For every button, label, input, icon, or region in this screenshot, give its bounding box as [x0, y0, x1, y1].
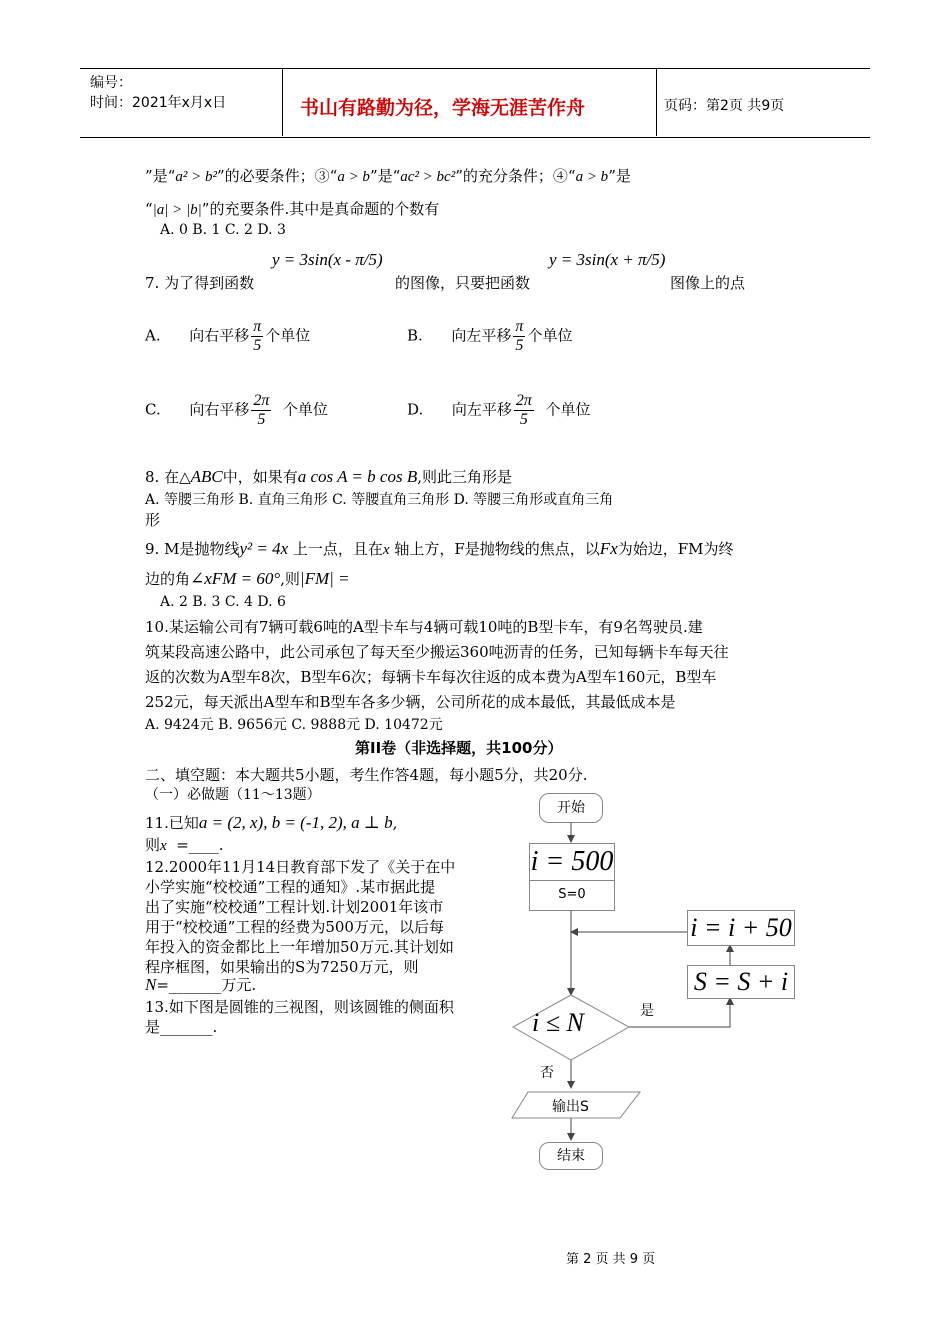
part2-title: 第II卷（非选择题，共100分）: [355, 739, 563, 757]
q8-options: A. 等腰三角形 B. 直角三角形 C. 等腰直角三角形 D. 等腰三角形或直角三角: [145, 492, 614, 508]
q10-options: A. 9424元 B. 9656元 C. 9888元 D. 10472元: [145, 717, 443, 733]
q12-line3: 出了实施“校校通”工程计划.计划2001年该市: [145, 898, 444, 916]
q6-line1: ”是“a² > b²”的必要条件；③“a > b”是“ac² > bc²”的充分条件；④“a > b”是: [145, 167, 631, 185]
q11-line1: 11.已知a = (2, x), b = (-1, 2), a ⊥ b,: [145, 813, 398, 832]
fill-intro: 二、填空题：本大题共5小题，考生作答4题，每小题5分，共20分.: [145, 766, 588, 784]
q10-line3: 返的次数为A型车8次，B型车6次；每辆卡车每次往返的成本费为A型车160元，B型车: [145, 668, 717, 686]
motto: 书山有路勤为径，学海无涯苦作舟: [300, 97, 586, 119]
q6-line2: “|a| > |b|”的充要条件.其中是真命题的个数有: [145, 200, 440, 218]
flow-yes: 是: [640, 1003, 654, 1019]
q9-line1: 9. M是抛物线y² = 4x 上一点，且在x 轴上方，F是抛物线的焦点，以Fx为始边，FM为终: [145, 539, 734, 558]
q8-options-wrap: 形: [145, 511, 161, 529]
flow-update-s: S = S + i: [687, 965, 795, 999]
q12-line6: 程序框图，如果输出的S为7250万元，则: [145, 958, 419, 976]
flow-init-box: [529, 843, 615, 911]
footer-page: 第 2 页 共 9 页: [566, 1252, 656, 1267]
q7-stem-b: 的图像，只要把函数: [395, 274, 531, 292]
q7-func2: y = 3sin(x + π/5): [549, 250, 666, 269]
flow-start: 开始: [539, 793, 603, 823]
q7-option-a: A. 向右平移 $\frac{\pi}{5}$ 个单位: [145, 318, 311, 354]
q13-line2: 是_______.: [145, 1018, 218, 1036]
q6-options: A. 0 B. 1 C. 2 D. 3: [160, 222, 286, 238]
required-section: （一）必做题（11～13题）: [145, 787, 321, 803]
flow-no: 否: [540, 1065, 554, 1081]
q12-line2: 小学实施“校校通”工程的通知》.某市据此提: [145, 878, 436, 896]
q11-line2: 则x =____.: [145, 836, 224, 854]
flow-end: 结束: [539, 1142, 603, 1170]
page-label: 页码：第2页 共9页: [664, 98, 785, 114]
q13-line1: 13.如下图是圆锥的三视图，则该圆锥的侧面积: [145, 998, 454, 1016]
serial-label: 编号：: [90, 75, 132, 91]
date-label: 时间：2021年x月x日: [90, 95, 227, 111]
q7-func1: y = 3sin(x - π/5): [272, 250, 383, 269]
q12-line4: 用于“校校通”工程的经费为500万元，以后每: [145, 918, 444, 936]
q12-line1: 12.2000年11月14日教育部下发了《关于在中: [145, 858, 456, 876]
flow-update-i: i = i + 50: [687, 910, 795, 946]
q8-stem: 8. 在△ABC中，如果有a cos A = b cos B,则此三角形是: [145, 467, 512, 486]
q10-line2: 筑某段高速公路中，此公司承包了每天至少搬运360吨沥青的任务，已知每辆卡车每天往: [145, 643, 729, 661]
flow-init-s: S=0: [530, 880, 614, 909]
q7-option-b: B. 向左平移 $\frac{\pi}{5}$ 个单位: [407, 318, 573, 354]
flow-output: 输出S: [552, 1099, 589, 1115]
q7-stem-a: 7. 为了得到函数: [145, 274, 255, 292]
q7-option-d: D. 向左平移 $\frac{2\pi}{5}$ 个单位: [407, 392, 591, 428]
flow-condition: i ≤ N: [532, 1008, 584, 1037]
q10-line1: 10.某运输公司有7辆可载6吨的A型卡车与4辆可载10吨的B型卡车，有9名驾驶员.建: [145, 618, 703, 636]
q9-options: A. 2 B. 3 C. 4 D. 6: [160, 594, 286, 610]
q9-line2: 边的角∠xFM = 60°,则|FM| =: [145, 569, 350, 588]
flow-init-i: i = 500: [530, 846, 614, 877]
q12-line5: 年投入的资金都比上一年增加50万元.其计划如: [145, 938, 454, 956]
q12-line7: N=_______万元.: [145, 975, 257, 994]
q10-line4: 252元，每天派出A型车和B型车各多少辆，公司所花的成本最低，其最低成本是: [145, 693, 676, 711]
q7-option-c: C. 向右平移 $\frac{2\pi}{5}$ 个单位: [145, 392, 328, 428]
q7-stem-c: 图像上的点: [670, 274, 746, 292]
